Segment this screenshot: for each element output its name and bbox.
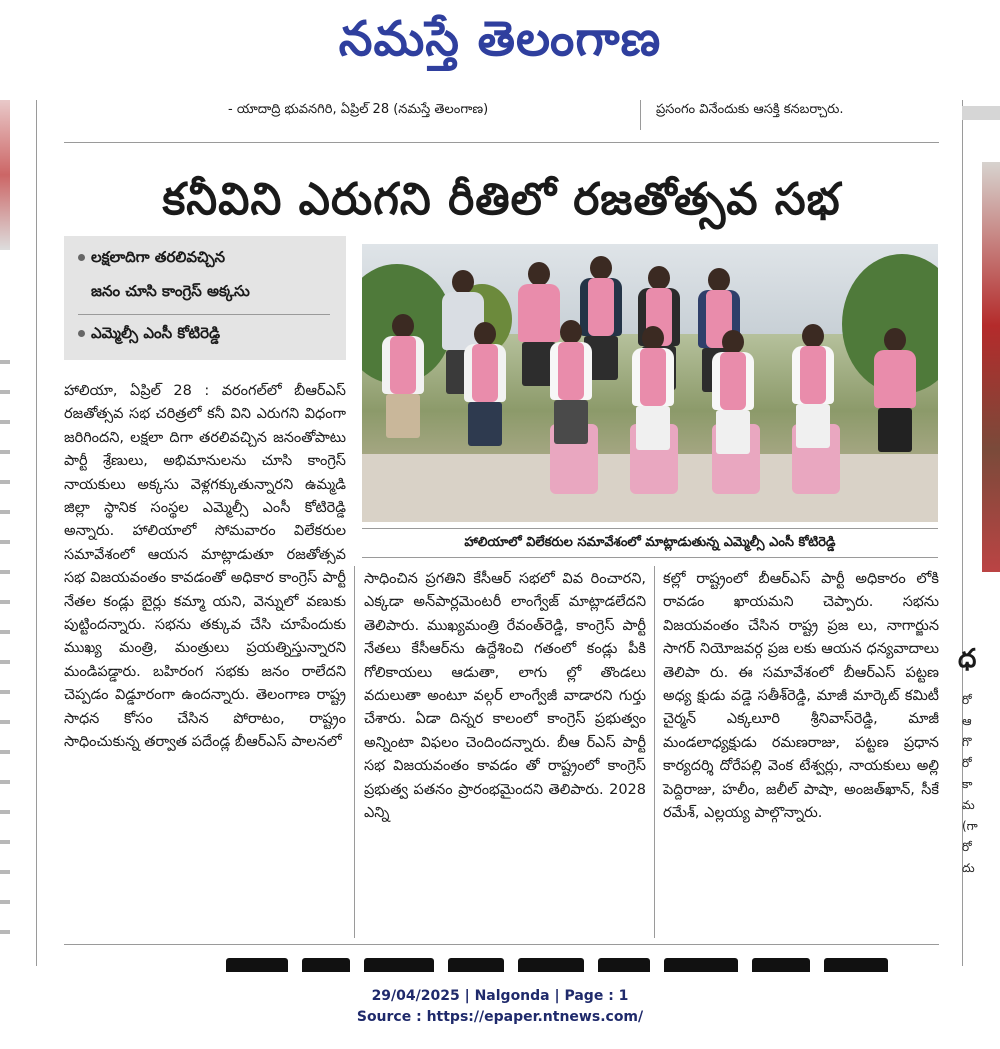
adjacent-photo-right — [982, 162, 1000, 572]
edition-info: 29/04/2025 | Nalgonda | Page : 1 — [371, 988, 629, 1004]
adjacent-text-right: రో ఆ గొ రో కా మ (గా రో దు — [962, 693, 978, 875]
section-rule — [64, 142, 939, 143]
column-divider — [36, 100, 37, 966]
article-photo — [362, 244, 938, 522]
article-column-1 — [64, 380, 346, 755]
column-divider — [354, 566, 355, 938]
dateline-continuation: ప్రసంగం వినేందుకు ఆసక్తి కనబర్చారు. — [656, 102, 844, 117]
next-article-headline-cutoff — [226, 958, 941, 972]
adjacent-headline-right: ధ — [958, 644, 977, 674]
article-column-3 — [663, 568, 939, 825]
adjacent-bar-right — [962, 106, 1000, 120]
highlight-item: ఎమ్మెల్సీ ఎంసీ కోటిరెడ్డి — [78, 324, 220, 346]
column-divider — [640, 100, 641, 130]
photo-caption: హాలియాలో విలేకరుల సమావేశంలో మాట్లాడుతున్న ఎమ్మెల్సీ ఎంసీ కోటిరెడ్డి — [362, 528, 938, 558]
highlight-divider — [78, 314, 330, 315]
masthead — [0, 0, 1000, 80]
highlights-box — [64, 236, 346, 360]
article-column-2 — [364, 568, 646, 825]
page-footer — [0, 986, 1000, 1028]
bullet-icon — [78, 330, 85, 337]
section-rule — [64, 944, 939, 945]
bullet-icon — [78, 254, 85, 261]
article-headline: కనీవిని ఎరుగని రీతిలో రజతోత్సవ సభ — [162, 174, 841, 225]
dateline: - యాదాద్రి భువనగిరి, ఏప్రిల్ 28 (నమస్తే తెలంగాణ) — [228, 102, 489, 117]
newspaper-logo: నమస్తే తెలంగాణ — [338, 11, 662, 67]
previous-article-strip — [208, 96, 928, 130]
column-divider — [654, 566, 655, 938]
highlight-item: జనం చూసి కాంగ్రెస్ అక్కసు — [91, 282, 250, 300]
source-link[interactable]: Source : https://epaper.ntnews.com/ — [356, 1009, 644, 1025]
article-paragraph: సాధించిన ప్రగతిని కేసీఆర్ సభలో వివ రించారని, ఎక్కడా అన్‌పార్లమెంటరీ లాంగ్వేజ్ మాట్లాడలేదని తెలిపారు. ముఖ్యమంత్రి రేవంత్‌రెడ్డి, కాంగ్రెస్ పార్టీ నేతలు కేసీఆర్‌ను ఉద్దేశించి గతంలో కండ్లు పీకి గోలికాయలు ఆడుతా, లాగు ల్లో తొండలు వదులుతా అంటూ వల్గర్ లాంగ్వేజీ వాడారని గుర్తు చేశారు. ఏడా దిన్నర కాలంలో కాంగ్రెస్ ప్రభుత్వం అన్నింటా విఫలం చెందిందన్నారు. బీఆ ర్‌ఎస్ పార్టీ సభ విజయవంతం కావడం తో రాష్ట్రంలో కాంగ్రెస్ ప్రభుత్వ పతనం ప్రారంభమైందని తెలిపారు. 2028 ఎన్ని — [364, 571, 646, 822]
article-paragraph: కల్లో రాష్ట్రంలో బీఆర్‌ఎస్ పార్టీ అధికారం లోకి రావడం ఖాయమని చెప్పారు. సభను విజయవంతం చేసిన రాష్ట్ర ప్రజ లు, నాగార్జున సాగర్ నియోజవర్గ ప్రజ లకు ఆయన ధన్యవాదాలు తెలిపా రు. ఈ సమావేశంలో బీఆర్‌ఎస్ పట్టణ అధ్య క్షుడు వడ్డె సతీశ్‌రెడ్డి, మాజీ మార్కెట్ కమిటీ చైర్మన్ ఎక్కలూరి శ్రీనివాస్‌రెడ్డి, మాజీ మండలాధ్యక్షుడు రమణరాజు, పట్టణ ప్రధాన కార్యదర్శి దోరేపల్లి వెంక టేశ్వర్లు, నాయకులు అల్లి పెద్దిరాజు, హలీం, జలీల్ పాషా, అంజత్‌ఖాన్, సీకే రమేశ్, ఎల్లయ్య పాల్గొన్నారు. — [663, 571, 939, 822]
article-paragraph: హాలియా, ఏప్రిల్ 28 : వరంగల్‌లో బీఆర్‌ఎస్ రజతోత్సవ సభ చరిత్రలో కనీ విని ఎరుగని విధంగా జరిగిందని, లక్షలా దిగా తరలివచ్చిన జనంతోపాటు పార్టీ శ్రేణులు, అభిమానులను చూసి కాంగ్రెస్ నాయకులు అక్కసు వెళ్లగక్కుతున్నారని ఉమ్మడి జిల్లా స్థానిక సంస్థల ఎమ్మెల్సీ ఎంసీ కోటిరెడ్డి అన్నారు. హాలియాలో సోమవారం విలేకరుల సమావేశంలో ఆయన మాట్లాడుతూ రజతోత్సవ సభ విజయవంతం కావడంతో అధికార కాంగ్రెస్ పార్టీ నేతల కండ్లు బైర్లు కమ్మా యని, వెన్నులో వణుకు పుట్టిందన్నారు. సభను తక్కువ చేసి చూపేందుకు ముఖ్య మంత్రి, మంత్రులు ప్రయత్నిస్తున్నారని మండిపడ్డారు. బహిరంగ సభకు జనం రాలేదని చెప్పడం విడ్డూరంగా ఉందన్నారు. తెలంగాణ రాష్ట్ర సాధన కోసం చేసిన పోరాటం, రాష్ట్రం సాధించుకున్న తర్వాత పదేండ్ల బీఆర్‌ఎస్ పాలనలో — [64, 383, 346, 751]
adjacent-text-left — [0, 100, 12, 960]
highlight-item: లక్షలాదిగా తరలివచ్చిన — [78, 248, 225, 270]
